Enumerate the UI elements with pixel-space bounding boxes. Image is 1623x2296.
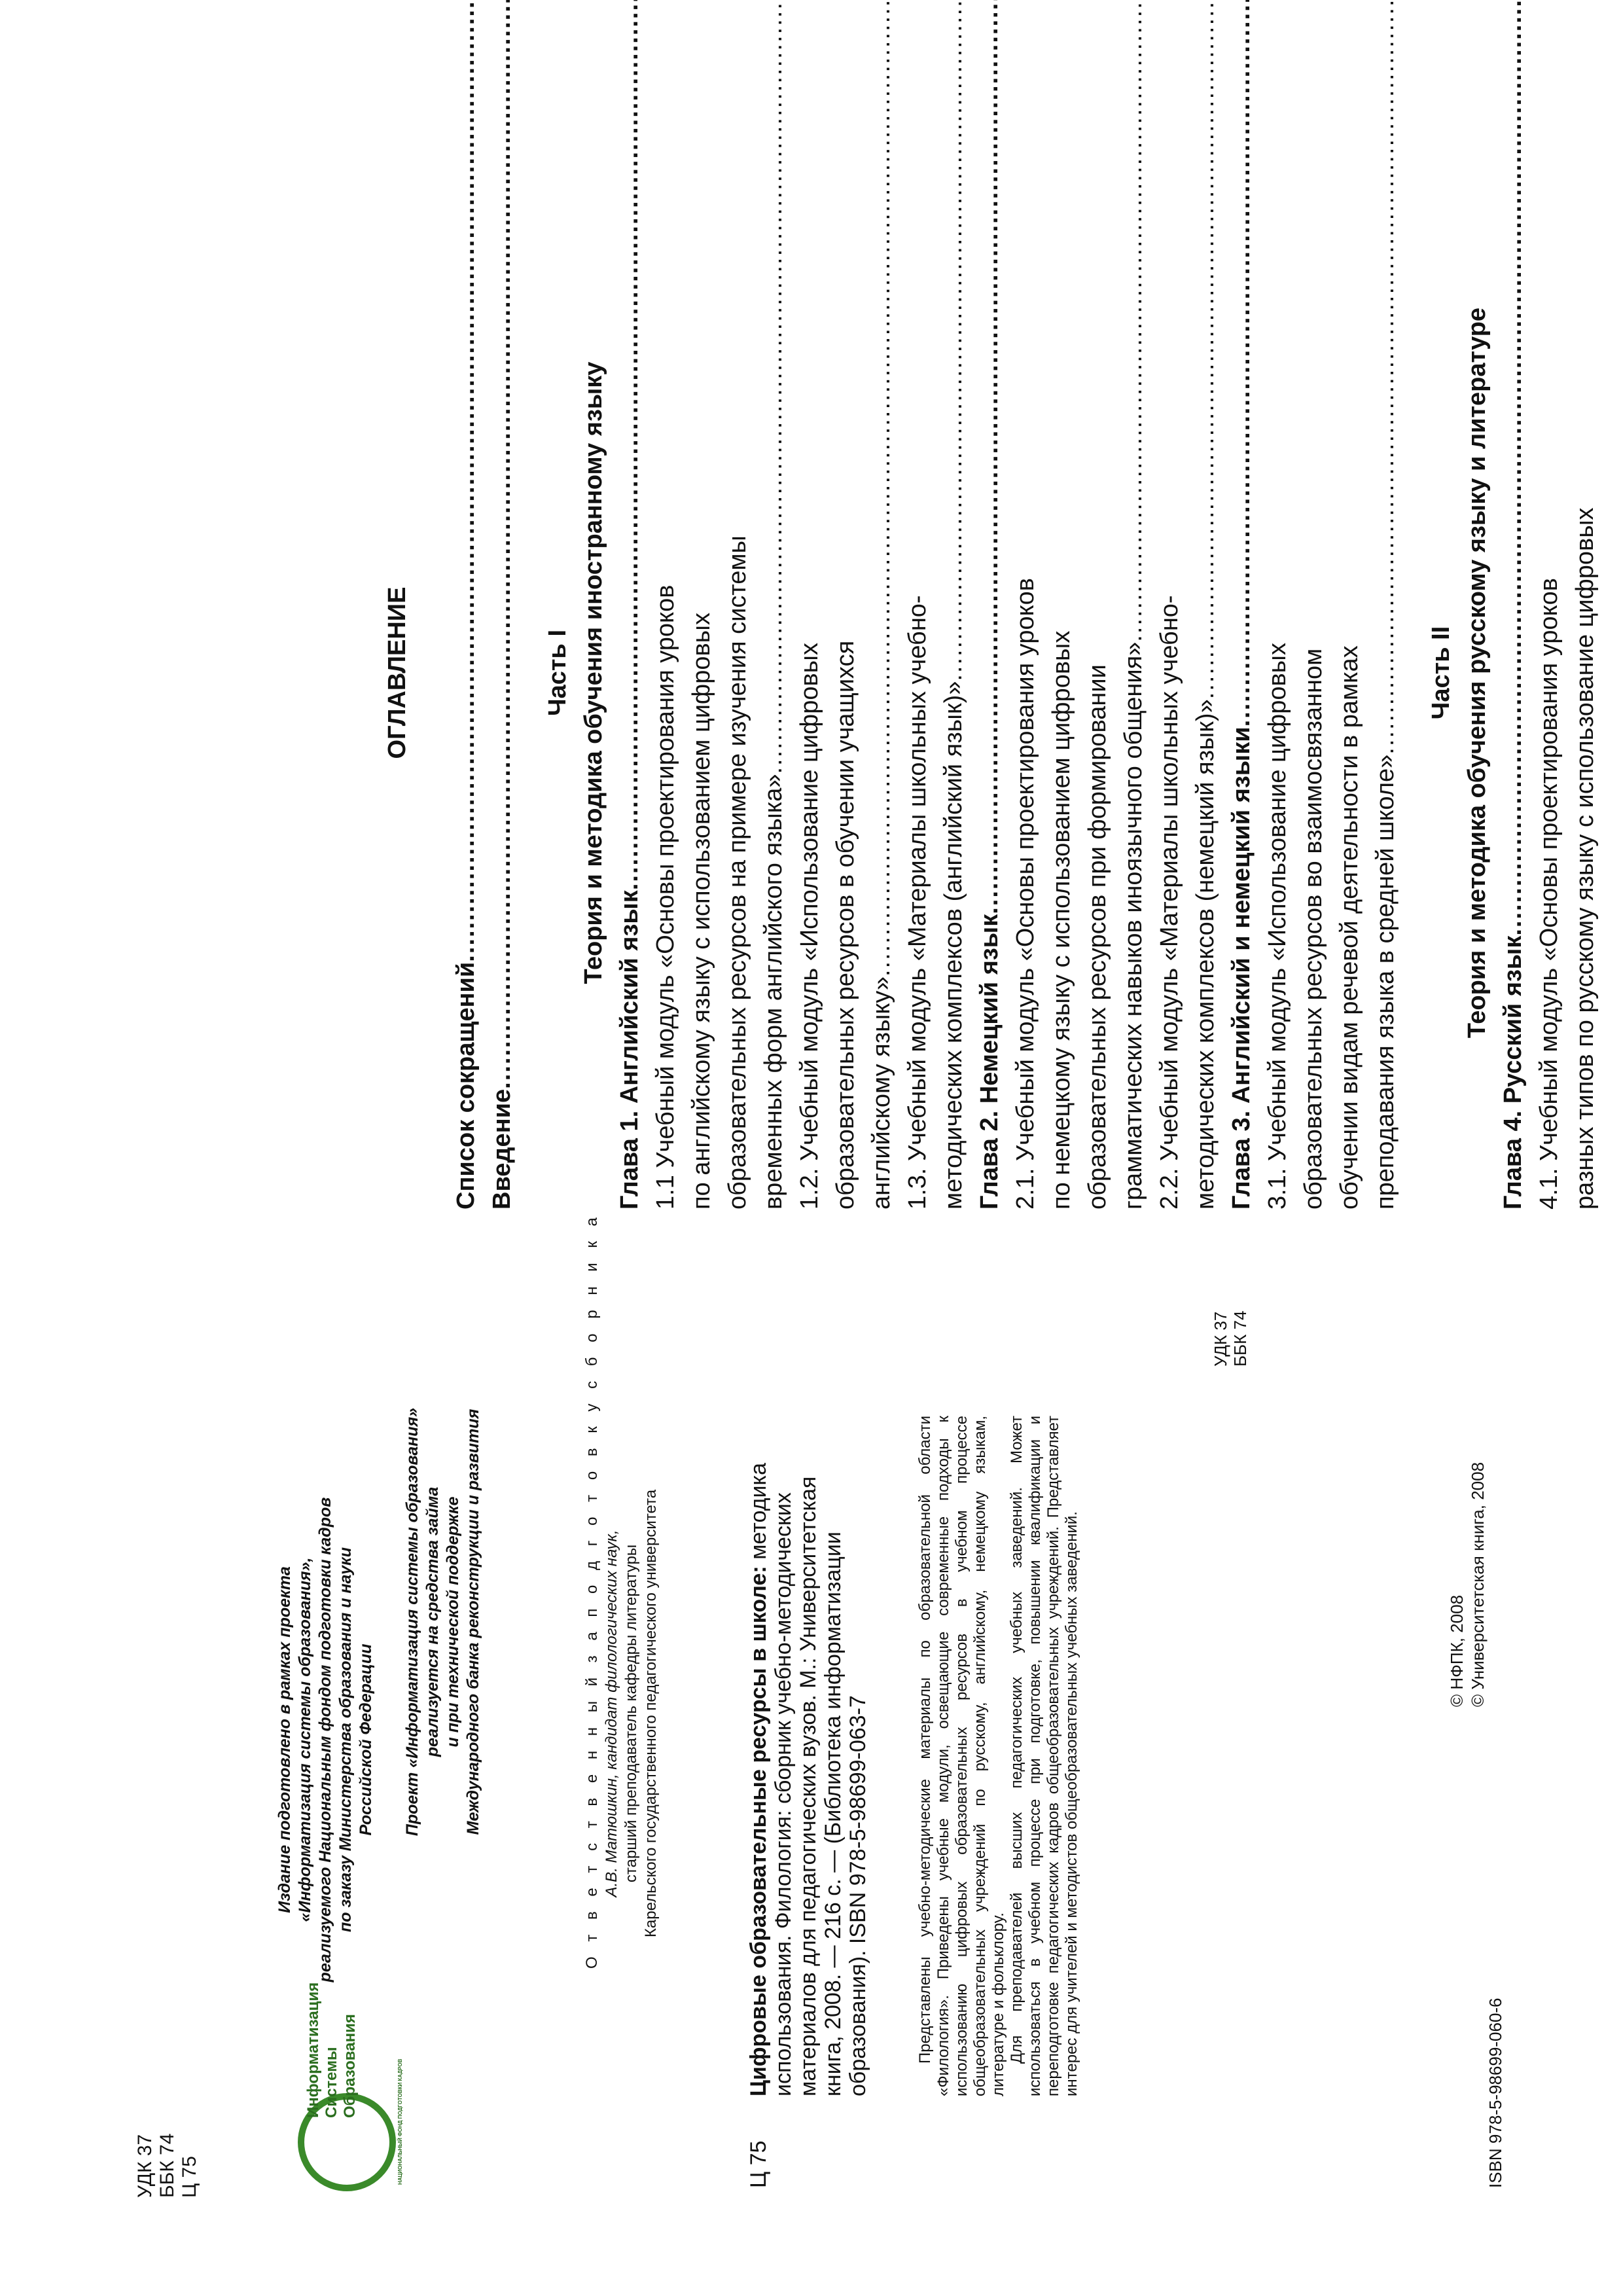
toc-entry[interactable]	[756, 136, 792, 1210]
part-label: Часть II	[1427, 626, 1455, 720]
udk-code: УДК 37	[1211, 1311, 1230, 1367]
toc-entry-line: 1.1 Учебный модуль «Основы проектирования уроков	[652, 584, 679, 1210]
edition-line: по заказу Министерства образования и науки	[336, 1547, 355, 1932]
toc-entry-line: образовательных ресурсов на примере изучения системы	[724, 535, 751, 1210]
entry-description: методика использования. Филология: сборник учебно-методических материалов для педагогических вузов. М.: Университетская книга, 2008. — 216 с. — (Библиотека информатизации образования). ISBN 978-5-98699-063-7	[746, 1463, 870, 2096]
toc-entry-line: 2.2. Учебный модуль «Материалы школьных учебно-	[1156, 595, 1183, 1210]
project-line: Проект «Информатизация системы образования»	[403, 1407, 421, 1837]
toc-chapter[interactable]	[612, 136, 648, 1210]
project-note	[402, 1367, 484, 1877]
isbn: ISBN 978-5-98699-060-6	[1486, 1998, 1505, 2188]
annotation-paragraph: Для преподавателей высших педагогических учебных заведений. Может использоваться в учебном процессе при подготовке, повышении квалификации и переподготовке педагогических кадров общеобразовательных учреждений. Представляет интерес для учителей и методистов общеобразовательных учебных заведений.	[1008, 1416, 1080, 2096]
edition-line: Российской Федерации	[357, 1643, 375, 1836]
toc-entry-title: Список сокращений	[452, 961, 480, 1210]
copyright	[1446, 1462, 1488, 1707]
toc-entry-title: английскому языку»	[868, 977, 895, 1210]
toc-entry-title: временных форм английского языка»	[760, 774, 787, 1210]
book-title: Цифровые образовательные ресурсы в школе:	[746, 1566, 771, 2096]
toc-entry-title: методических комплексов (английский язык)»	[940, 681, 967, 1210]
toc-entry-line: 3.1. Учебный модуль «Использование цифровых	[1264, 643, 1291, 1210]
toc-entry-title: Глава 4. Русский язык	[1499, 935, 1527, 1210]
classification-codes	[134, 2133, 201, 2198]
author-sign: Ц 75	[179, 2156, 200, 2198]
toc-chapter[interactable]	[1495, 136, 1531, 1210]
toc-entry-line: образовательных ресурсов при формировании	[1084, 664, 1111, 1210]
toc-entry-line: 4.1. Учебный модуль «Основы проектирования уроков	[1535, 578, 1563, 1210]
part-title: Теория и методика обучения русскому языку и литературе	[1463, 307, 1491, 1039]
toc-entry[interactable]	[484, 136, 520, 1210]
bbk-code: ББК 74	[1230, 1310, 1250, 1367]
project-line: реализуется на средства займа	[423, 1486, 442, 1757]
toc-entry-title: Глава 1. Английский язык	[616, 890, 643, 1210]
edition-line: «Информатизация системы образования»,	[296, 1557, 314, 1922]
classification-right	[1211, 1268, 1250, 1367]
toc-entry-line: образовательных ресурсов во взаимосвязанном	[1300, 648, 1327, 1210]
toc-entry[interactable]	[936, 136, 972, 1210]
toc-entry[interactable]	[1368, 136, 1404, 1210]
toc-chapter[interactable]	[972, 136, 1008, 1210]
edition-line: реализуемого Национальным фондом подготовки кадров	[316, 1497, 334, 1982]
project-line: и при технической поддержке	[444, 1496, 462, 1748]
logo-line: Информатизация	[304, 1982, 322, 2118]
table-of-contents	[380, 136, 1603, 1210]
toc-entry[interactable]	[1188, 136, 1224, 1210]
toc-entry-line: разных типов по русскому языку с использование цифровых	[1571, 507, 1599, 1210]
copyright-line: © НФПК, 2008	[1447, 1594, 1467, 1707]
toc-entry-line: образовательных ресурсов в обучении учащихся	[832, 640, 859, 1210]
toc-entry-line: по английскому языку с использованием цифровых	[688, 613, 715, 1210]
toc-entry[interactable]	[448, 136, 484, 1210]
toc-entry-title: методических комплексов (немецкий язык)»	[1192, 699, 1219, 1210]
logo-line: Системы	[323, 2047, 340, 2118]
toc-entry-title: грамматических навыков иноязычного общения»	[1120, 641, 1147, 1210]
toc-entry-line: 1.2. Учебный модуль «Использование цифровых	[796, 643, 823, 1210]
toc-entry-line: 1.3. Учебный модуль «Материалы школьных учебно-	[904, 595, 931, 1210]
annotation-paragraph: Представлены учебно-методические материалы по образовательной области «Филология». Приведены учебные модули, освещающие современные подходы к использованию цифровых образовательных ресурсов в учебном процессе общеобразовательных учреждений по русскому, английскому, немецкому языкам, литературе и фольклору.	[916, 1416, 1007, 2096]
responsible-position: старший преподаватель кафедры литературы	[622, 1544, 640, 1883]
entry-code: Ц 75	[746, 2140, 771, 2188]
edition-line: Издание подготовлено в рамках проекта	[276, 1566, 294, 1913]
udk-code: УДК 37	[134, 2134, 156, 2198]
toc-entry-title: Глава 3. Английский и немецкий языки	[1228, 726, 1255, 1210]
annotation	[916, 1416, 1081, 2096]
toc-entry-line: по немецкому языку с использованием цифровых	[1048, 630, 1075, 1210]
toc-entry-line: 2.1. Учебный модуль «Основы проектирования уроков	[1012, 578, 1039, 1210]
publisher-logo	[298, 1982, 406, 2191]
responsible-editor	[582, 1212, 661, 1969]
toc-entry-line: обучении видам речевой деятельности в рамках	[1336, 645, 1363, 1210]
toc-entry-title: преподавания языка в средней школе»	[1372, 754, 1399, 1210]
toc-entry-title: Введение	[488, 1088, 516, 1210]
toc-entry[interactable]	[1116, 136, 1152, 1210]
toc-chapter[interactable]	[1224, 136, 1260, 1210]
edition-note	[275, 1491, 376, 1988]
logo-tagline: НАЦИОНАЛЬНЫЙ ФОНД ПОДГОТОВКИ КАДРОВ	[397, 2058, 403, 2185]
contents-heading: ОГЛАВЛЕНИЕ	[383, 586, 411, 759]
responsible-university: Карельского государственного педагогического университета	[642, 1489, 660, 1938]
toc-entry-title: Глава 2. Немецкий язык	[976, 914, 1003, 1210]
bibliographic-entry	[746, 1416, 870, 2188]
part-label: Часть I	[544, 629, 571, 717]
toc-entry[interactable]	[864, 136, 900, 1210]
copyright-line: © Университетская книга, 2008	[1468, 1462, 1488, 1707]
responsible-name: А.В. Матюшкин, кандидат филологических наук,	[603, 1530, 620, 1897]
logo-line: Образования	[341, 2014, 359, 2118]
responsible-heading: О т в е т с т в е н н ы й з а п о д г о т о в к у с б о р н и к а	[583, 1212, 601, 1969]
project-line: Международного банка реконструкции и развития	[464, 1408, 482, 1835]
bbk-code: ББК 74	[156, 2133, 178, 2198]
part-title: Теория и методика обучения иностранному языку	[580, 361, 607, 984]
